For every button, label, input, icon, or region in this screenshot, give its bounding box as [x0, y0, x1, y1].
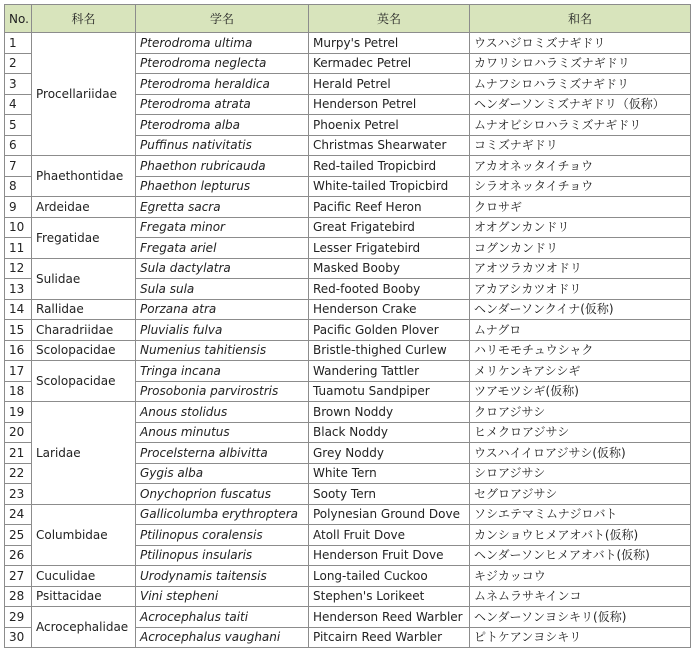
japanese-name-cell: アオツラカツオドリ	[470, 258, 691, 279]
english-name-cell: Brown Noddy	[309, 402, 470, 423]
japanese-name-cell: アカオネッタイチョウ	[470, 156, 691, 177]
japanese-name-cell: ムネムラサキインコ	[470, 586, 691, 607]
japanese-name-cell: ムナフシロハラミズナギドリ	[470, 74, 691, 95]
scientific-name-cell: Ptilinopus coralensis	[136, 525, 309, 546]
row-number: 1	[5, 33, 32, 54]
scientific-name-cell: Sula dactylatra	[136, 258, 309, 279]
english-name-cell: Stephen's Lorikeet	[309, 586, 470, 607]
scientific-name-cell: Phaethon lepturus	[136, 176, 309, 197]
japanese-name-cell: シラオネッタイチョウ	[470, 176, 691, 197]
row-number: 4	[5, 94, 32, 115]
table-row	[5, 402, 691, 423]
english-name-cell: Murpy's Petrel	[309, 33, 470, 54]
row-number: 26	[5, 545, 32, 566]
table-row	[5, 320, 691, 341]
row-number: 11	[5, 238, 32, 259]
family-cell: Acrocephalidae	[32, 607, 136, 648]
scientific-name-cell: Gygis alba	[136, 463, 309, 484]
english-name-cell: Phoenix Petrel	[309, 115, 470, 136]
header-row	[5, 5, 691, 33]
table-row	[5, 299, 691, 320]
scientific-name-cell: Pterodroma alba	[136, 115, 309, 136]
english-name-cell: Wandering Tattler	[309, 361, 470, 382]
english-name-cell: Red-footed Booby	[309, 279, 470, 300]
scientific-name-cell: Gallicolumba erythroptera	[136, 504, 309, 525]
row-number: 16	[5, 340, 32, 361]
table-row	[5, 361, 691, 382]
scientific-name-cell: Pluvialis fulva	[136, 320, 309, 341]
row-number: 12	[5, 258, 32, 279]
family-cell: Scolopacidae	[32, 361, 136, 402]
japanese-name-cell: カワリシロハラミズナギドリ	[470, 53, 691, 74]
scientific-name-cell: Urodynamis taitensis	[136, 566, 309, 587]
japanese-name-cell: ハリモモチュウシャク	[470, 340, 691, 361]
english-name-cell: Herald Petrel	[309, 74, 470, 95]
family-cell: Cuculidae	[32, 566, 136, 587]
japanese-name-cell: ソシエテマミムナジロバト	[470, 504, 691, 525]
row-number: 3	[5, 74, 32, 95]
family-cell: Fregatidae	[32, 217, 136, 258]
table-row	[5, 33, 691, 54]
row-number: 2	[5, 53, 32, 74]
japanese-name-cell: コグンカンドリ	[470, 238, 691, 259]
english-name-cell: Kermadec Petrel	[309, 53, 470, 74]
english-name-cell: Bristle-thighed Curlew	[309, 340, 470, 361]
japanese-name-cell: ムナオビシロハラミズナギドリ	[470, 115, 691, 136]
table-row	[5, 586, 691, 607]
header-japanese-name: 和名	[470, 5, 691, 33]
english-name-cell: Grey Noddy	[309, 443, 470, 464]
row-number: 28	[5, 586, 32, 607]
english-name-cell: Pacific Golden Plover	[309, 320, 470, 341]
scientific-name-cell: Sula sula	[136, 279, 309, 300]
english-name-cell: Masked Booby	[309, 258, 470, 279]
table-row	[5, 258, 691, 279]
english-name-cell: Christmas Shearwater	[309, 135, 470, 156]
row-number: 15	[5, 320, 32, 341]
row-number: 18	[5, 381, 32, 402]
english-name-cell: Henderson Fruit Dove	[309, 545, 470, 566]
japanese-name-cell: メリケンキアシシギ	[470, 361, 691, 382]
japanese-name-cell: クロサギ	[470, 197, 691, 218]
english-name-cell: White-tailed Tropicbird	[309, 176, 470, 197]
row-number: 29	[5, 607, 32, 628]
header-no: No.	[5, 5, 32, 33]
scientific-name-cell: Anous minutus	[136, 422, 309, 443]
table-row	[5, 217, 691, 238]
row-number: 22	[5, 463, 32, 484]
family-cell: Ardeidae	[32, 197, 136, 218]
japanese-name-cell: ヘンダーソンクイナ(仮称)	[470, 299, 691, 320]
family-cell: Scolopacidae	[32, 340, 136, 361]
english-name-cell: Sooty Tern	[309, 484, 470, 505]
japanese-name-cell: アカアシカツオドリ	[470, 279, 691, 300]
table-row	[5, 566, 691, 587]
japanese-name-cell: ピトケアンヨシキリ	[470, 627, 691, 648]
japanese-name-cell: ツアモツシギ(仮称)	[470, 381, 691, 402]
row-number: 8	[5, 176, 32, 197]
scientific-name-cell: Numenius tahitiensis	[136, 340, 309, 361]
scientific-name-cell: Acrocephalus vaughani	[136, 627, 309, 648]
english-name-cell: Pitcairn Reed Warbler	[309, 627, 470, 648]
scientific-name-cell: Tringa incana	[136, 361, 309, 382]
row-number: 20	[5, 422, 32, 443]
scientific-name-cell: Pterodroma atrata	[136, 94, 309, 115]
row-number: 5	[5, 115, 32, 136]
species-table	[4, 4, 691, 648]
japanese-name-cell: コミズナギドリ	[470, 135, 691, 156]
family-cell: Rallidae	[32, 299, 136, 320]
table-row	[5, 607, 691, 628]
japanese-name-cell: ムナグロ	[470, 320, 691, 341]
table-body	[5, 33, 691, 648]
header-family: 科名	[32, 5, 136, 33]
scientific-name-cell: Anous stolidus	[136, 402, 309, 423]
scientific-name-cell: Fregata ariel	[136, 238, 309, 259]
english-name-cell: Lesser Frigatebird	[309, 238, 470, 259]
scientific-name-cell: Fregata minor	[136, 217, 309, 238]
row-number: 25	[5, 525, 32, 546]
row-number: 14	[5, 299, 32, 320]
row-number: 13	[5, 279, 32, 300]
english-name-cell: Atoll Fruit Dove	[309, 525, 470, 546]
japanese-name-cell: ヘンダーソンヒメアオバト(仮称)	[470, 545, 691, 566]
japanese-name-cell: ウスハイイロアジサシ(仮称)	[470, 443, 691, 464]
scientific-name-cell: Procelsterna albivitta	[136, 443, 309, 464]
english-name-cell: Henderson Crake	[309, 299, 470, 320]
english-name-cell: Great Frigatebird	[309, 217, 470, 238]
scientific-name-cell: Pterodroma heraldica	[136, 74, 309, 95]
japanese-name-cell: オオグンカンドリ	[470, 217, 691, 238]
family-cell: Procellariidae	[32, 33, 136, 156]
row-number: 27	[5, 566, 32, 587]
japanese-name-cell: セグロアジサシ	[470, 484, 691, 505]
japanese-name-cell: ヘンダーソンヨシキリ(仮称)	[470, 607, 691, 628]
row-number: 9	[5, 197, 32, 218]
scientific-name-cell: Onychoprion fuscatus	[136, 484, 309, 505]
scientific-name-cell: Ptilinopus insularis	[136, 545, 309, 566]
english-name-cell: Black Noddy	[309, 422, 470, 443]
family-cell: Psittacidae	[32, 586, 136, 607]
english-name-cell: Long-tailed Cuckoo	[309, 566, 470, 587]
row-number: 6	[5, 135, 32, 156]
japanese-name-cell: クロアジサシ	[470, 402, 691, 423]
scientific-name-cell: Porzana atra	[136, 299, 309, 320]
scientific-name-cell: Pterodroma neglecta	[136, 53, 309, 74]
english-name-cell: Henderson Petrel	[309, 94, 470, 115]
scientific-name-cell: Vini stepheni	[136, 586, 309, 607]
row-number: 30	[5, 627, 32, 648]
row-number: 7	[5, 156, 32, 177]
english-name-cell: Henderson Reed Warbler	[309, 607, 470, 628]
japanese-name-cell: ヒメクロアジサシ	[470, 422, 691, 443]
row-number: 24	[5, 504, 32, 525]
japanese-name-cell: ウスハジロミズナギドリ	[470, 33, 691, 54]
header-scientific-name: 学名	[136, 5, 309, 33]
row-number: 19	[5, 402, 32, 423]
scientific-name-cell: Egretta sacra	[136, 197, 309, 218]
row-number: 17	[5, 361, 32, 382]
scientific-name-cell: Puffinus nativitatis	[136, 135, 309, 156]
japanese-name-cell: カンショウヒメアオバト(仮称)	[470, 525, 691, 546]
japanese-name-cell: シロアジサシ	[470, 463, 691, 484]
japanese-name-cell: ヘンダーソンミズナギドリ（仮称）	[470, 94, 691, 115]
english-name-cell: Polynesian Ground Dove	[309, 504, 470, 525]
table-row	[5, 340, 691, 361]
row-number: 23	[5, 484, 32, 505]
scientific-name-cell: Pterodroma ultima	[136, 33, 309, 54]
table-row	[5, 156, 691, 177]
family-cell: Laridae	[32, 402, 136, 505]
english-name-cell: Red-tailed Tropicbird	[309, 156, 470, 177]
family-cell: Phaethontidae	[32, 156, 136, 197]
scientific-name-cell: Phaethon rubricauda	[136, 156, 309, 177]
table-row	[5, 197, 691, 218]
english-name-cell: Pacific Reef Heron	[309, 197, 470, 218]
english-name-cell: White Tern	[309, 463, 470, 484]
row-number: 10	[5, 217, 32, 238]
scientific-name-cell: Prosobonia parvirostris	[136, 381, 309, 402]
row-number: 21	[5, 443, 32, 464]
header-english-name: 英名	[309, 5, 470, 33]
family-cell: Columbidae	[32, 504, 136, 566]
family-cell: Sulidae	[32, 258, 136, 299]
family-cell: Charadriidae	[32, 320, 136, 341]
table-row	[5, 504, 691, 525]
japanese-name-cell: キジカッコウ	[470, 566, 691, 587]
scientific-name-cell: Acrocephalus taiti	[136, 607, 309, 628]
english-name-cell: Tuamotu Sandpiper	[309, 381, 470, 402]
